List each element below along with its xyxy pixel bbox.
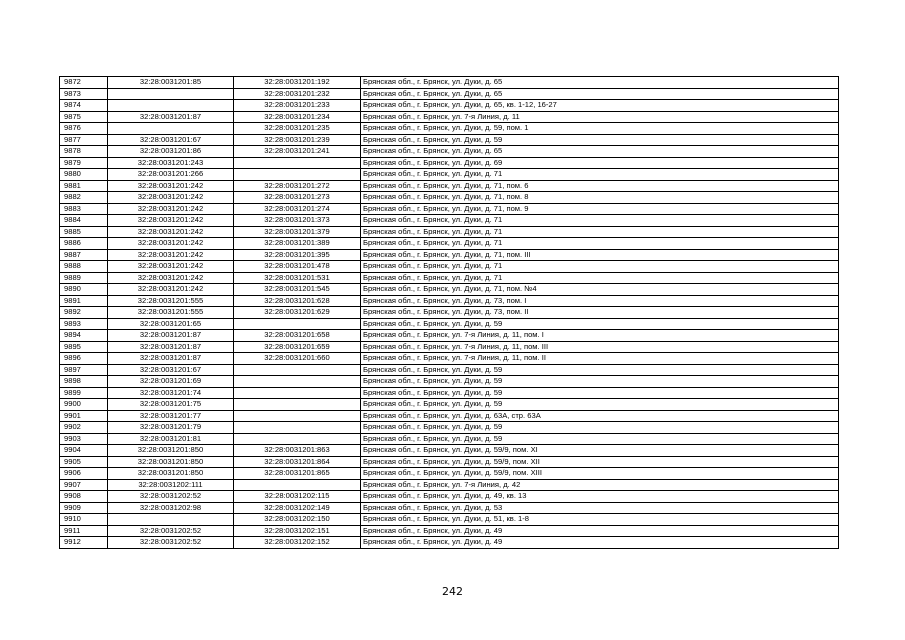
cadastral-number-cell: 32:28:0031201:531 [234,272,361,284]
table-row [60,479,839,491]
cadastral-number-cell [234,387,361,399]
address-cell: Брянская обл., г. Брянск, ул. Дуки, д. 49 [361,525,839,537]
row-number-cell: 9893 [60,318,108,330]
row-number-cell: 9884 [60,215,108,227]
row-number-cell: 9903 [60,433,108,445]
row-number-cell: 9898 [60,376,108,388]
parent-cadastral-number-cell: 32:28:0031201:67 [108,134,234,146]
parent-cadastral-number-cell: 32:28:0031201:242 [108,226,234,238]
table-row [60,146,839,158]
row-number-cell: 9896 [60,353,108,365]
address-cell: Брянская обл., г. Брянск, ул. Дуки, д. 65 [361,146,839,158]
cadastral-number-cell [234,169,361,181]
parent-cadastral-number-cell: 32:28:0031202:111 [108,479,234,491]
address-cell: Брянская обл., г. Брянск, ул. Дуки, д. 49 [361,537,839,549]
parent-cadastral-number-cell: 32:28:0031201:242 [108,249,234,261]
address-cell: Брянская обл., г. Брянск, ул. Дуки, д. 71 [361,215,839,227]
parent-cadastral-number-cell: 32:28:0031201:87 [108,353,234,365]
cadastral-number-cell: 32:28:0031201:863 [234,445,361,457]
parent-cadastral-number-cell: 32:28:0031201:65 [108,318,234,330]
parent-cadastral-number-cell: 32:28:0031201:242 [108,203,234,215]
table-row [60,157,839,169]
cadastral-number-cell: 32:28:0031201:241 [234,146,361,158]
parent-cadastral-number-cell: 32:28:0031201:242 [108,238,234,250]
row-number-cell: 9890 [60,284,108,296]
parent-cadastral-number-cell: 32:28:0031201:850 [108,456,234,468]
row-number-cell: 9888 [60,261,108,273]
row-number-cell: 9879 [60,157,108,169]
row-number-cell: 9911 [60,525,108,537]
table-row [60,399,839,411]
address-cell: Брянская обл., г. Брянск, ул. Дуки, д. 71 [361,238,839,250]
parent-cadastral-number-cell: 32:28:0031201:242 [108,284,234,296]
table-row [60,330,839,342]
address-cell: Брянская обл., г. Брянск, ул. Дуки, д. 59 [361,134,839,146]
cadastral-number-cell: 32:28:0031201:239 [234,134,361,146]
address-cell: Брянская обл., г. Брянск, ул. Дуки, д. 59 [361,399,839,411]
cadastral-number-cell: 32:28:0031201:273 [234,192,361,204]
table-row [60,284,839,296]
table-row [60,77,839,89]
cadastral-number-cell [234,364,361,376]
row-number-cell: 9892 [60,307,108,319]
table-row [60,249,839,261]
cadastral-number-cell: 32:28:0031201:233 [234,100,361,112]
address-cell: Брянская обл., г. Брянск, ул. Дуки, д. 71, пом. III [361,249,839,261]
parent-cadastral-number-cell: 32:28:0031202:98 [108,502,234,514]
cadastral-number-cell: 32:28:0031201:272 [234,180,361,192]
address-cell: Брянская обл., г. Брянск, ул. Дуки, д. 71, пом. 6 [361,180,839,192]
cadastral-number-cell: 32:28:0031201:478 [234,261,361,273]
table-row [60,203,839,215]
table-row [60,456,839,468]
address-cell: Брянская обл., г. Брянск, ул. 7-я Линия, д. 42 [361,479,839,491]
cadastral-number-cell: 32:28:0031201:192 [234,77,361,89]
parent-cadastral-number-cell: 32:28:0031201:87 [108,111,234,123]
table-row [60,514,839,526]
cadastral-number-cell: 32:28:0031201:659 [234,341,361,353]
cadastral-table [59,76,839,549]
address-cell: Брянская обл., г. Брянск, ул. Дуки, д. 59 [361,318,839,330]
row-number-cell: 9912 [60,537,108,549]
cadastral-number-cell: 32:28:0031201:274 [234,203,361,215]
table-row [60,318,839,330]
table-row [60,180,839,192]
cadastral-number-cell: 32:28:0031201:660 [234,353,361,365]
parent-cadastral-number-cell: 32:28:0031202:52 [108,525,234,537]
parent-cadastral-number-cell: 32:28:0031201:77 [108,410,234,422]
address-cell: Брянская обл., г. Брянск, ул. 7-я Линия, д. 11, пом. I [361,330,839,342]
address-cell: Брянская обл., г. Брянск, ул. Дуки, д. 71 [361,169,839,181]
parent-cadastral-number-cell [108,88,234,100]
table-row [60,491,839,503]
row-number-cell: 9894 [60,330,108,342]
cadastral-number-cell [234,410,361,422]
cadastral-number-cell: 32:28:0031201:232 [234,88,361,100]
row-number-cell: 9881 [60,180,108,192]
address-cell: Брянская обл., г. Брянск, ул. 7-я Линия, д. 11, пом. II [361,353,839,365]
cadastral-number-cell: 32:28:0031202:115 [234,491,361,503]
parent-cadastral-number-cell: 32:28:0031201:242 [108,180,234,192]
address-cell: Брянская обл., г. Брянск, ул. Дуки, д. 59/9, пом. XIII [361,468,839,480]
address-cell: Брянская обл., г. Брянск, ул. Дуки, д. 63А, стр. 63А [361,410,839,422]
row-number-cell: 9901 [60,410,108,422]
row-number-cell: 9906 [60,468,108,480]
parent-cadastral-number-cell: 32:28:0031201:242 [108,192,234,204]
parent-cadastral-number-cell: 32:28:0031201:555 [108,307,234,319]
row-number-cell: 9876 [60,123,108,135]
table-row [60,364,839,376]
row-number-cell: 9889 [60,272,108,284]
row-number-cell: 9910 [60,514,108,526]
table-row [60,100,839,112]
parent-cadastral-number-cell: 32:28:0031201:87 [108,341,234,353]
address-cell: Брянская обл., г. Брянск, ул. Дуки, д. 49, кв. 13 [361,491,839,503]
parent-cadastral-number-cell: 32:28:0031201:85 [108,77,234,89]
table-row [60,422,839,434]
table-row [60,134,839,146]
table-row [60,272,839,284]
parent-cadastral-number-cell: 32:28:0031202:52 [108,537,234,549]
cadastral-number-cell [234,376,361,388]
parent-cadastral-number-cell: 32:28:0031201:850 [108,445,234,457]
parent-cadastral-number-cell: 32:28:0031201:242 [108,215,234,227]
table-row [60,307,839,319]
cadastral-number-cell: 32:28:0031201:864 [234,456,361,468]
parent-cadastral-number-cell: 32:28:0031201:81 [108,433,234,445]
parent-cadastral-number-cell: 32:28:0031201:266 [108,169,234,181]
table-row [60,537,839,549]
row-number-cell: 9874 [60,100,108,112]
row-number-cell: 9895 [60,341,108,353]
row-number-cell: 9887 [60,249,108,261]
parent-cadastral-number-cell: 32:28:0031201:75 [108,399,234,411]
row-number-cell: 9905 [60,456,108,468]
address-cell: Брянская обл., г. Брянск, ул. Дуки, д. 59 [361,387,839,399]
row-number-cell: 9875 [60,111,108,123]
cadastral-table-container [59,76,839,549]
parent-cadastral-number-cell: 32:28:0031201:850 [108,468,234,480]
row-number-cell: 9877 [60,134,108,146]
address-cell: Брянская обл., г. Брянск, ул. Дуки, д. 65 [361,88,839,100]
address-cell: Брянская обл., г. Брянск, ул. Дуки, д. 59 [361,376,839,388]
cadastral-number-cell [234,157,361,169]
row-number-cell: 9883 [60,203,108,215]
address-cell: Брянская обл., г. Брянск, ул. Дуки, д. 59 [361,364,839,376]
address-cell: Брянская обл., г. Брянск, ул. Дуки, д. 65 [361,77,839,89]
address-cell: Брянская обл., г. Брянск, ул. Дуки, д. 71 [361,261,839,273]
row-number-cell: 9886 [60,238,108,250]
address-cell: Брянская обл., г. Брянск, ул. Дуки, д. 71, пом. 8 [361,192,839,204]
cadastral-number-cell: 32:28:0031201:545 [234,284,361,296]
address-cell: Брянская обл., г. Брянск, ул. 7-я Линия, д. 11 [361,111,839,123]
cadastral-number-cell: 32:28:0031201:629 [234,307,361,319]
table-row [60,192,839,204]
parent-cadastral-number-cell [108,100,234,112]
parent-cadastral-number-cell: 32:28:0031201:74 [108,387,234,399]
parent-cadastral-number-cell: 32:28:0031201:242 [108,272,234,284]
row-number-cell: 9885 [60,226,108,238]
row-number-cell: 9873 [60,88,108,100]
address-cell: Брянская обл., г. Брянск, ул. Дуки, д. 51, кв. 1-8 [361,514,839,526]
row-number-cell: 9904 [60,445,108,457]
table-row [60,111,839,123]
parent-cadastral-number-cell: 32:28:0031201:67 [108,364,234,376]
table-row [60,226,839,238]
address-cell: Брянская обл., г. Брянск, ул. Дуки, д. 71, пом. 9 [361,203,839,215]
parent-cadastral-number-cell: 32:28:0031201:243 [108,157,234,169]
parent-cadastral-number-cell: 32:28:0031201:86 [108,146,234,158]
row-number-cell: 9908 [60,491,108,503]
row-number-cell: 9900 [60,399,108,411]
parent-cadastral-number-cell: 32:28:0031201:79 [108,422,234,434]
table-row [60,341,839,353]
row-number-cell: 9909 [60,502,108,514]
table-row [60,445,839,457]
address-cell: Брянская обл., г. Брянск, ул. Дуки, д. 71 [361,272,839,284]
parent-cadastral-number-cell [108,514,234,526]
table-row [60,525,839,537]
table-row [60,295,839,307]
page-number: 242 [442,585,463,598]
table-row [60,410,839,422]
cadastral-number-cell: 32:28:0031202:150 [234,514,361,526]
table-row [60,215,839,227]
table-row [60,468,839,480]
parent-cadastral-number-cell: 32:28:0031201:87 [108,330,234,342]
address-cell: Брянская обл., г. Брянск, ул. Дуки, д. 65, кв. 1-12, 16-27 [361,100,839,112]
cadastral-number-cell: 32:28:0031201:379 [234,226,361,238]
row-number-cell: 9872 [60,77,108,89]
cadastral-number-cell: 32:28:0031202:152 [234,537,361,549]
parent-cadastral-number-cell [108,123,234,135]
row-number-cell: 9899 [60,387,108,399]
cadastral-number-cell [234,433,361,445]
address-cell: Брянская обл., г. Брянск, ул. Дуки, д. 73, пом. I [361,295,839,307]
parent-cadastral-number-cell: 32:28:0031201:242 [108,261,234,273]
table-row [60,261,839,273]
cadastral-number-cell [234,318,361,330]
cadastral-number-cell: 32:28:0031201:235 [234,123,361,135]
address-cell: Брянская обл., г. Брянск, ул. Дуки, д. 59 [361,433,839,445]
row-number-cell: 9902 [60,422,108,434]
row-number-cell: 9880 [60,169,108,181]
address-cell: Брянская обл., г. Брянск, ул. Дуки, д. 69 [361,157,839,169]
address-cell: Брянская обл., г. Брянск, ул. Дуки, д. 53 [361,502,839,514]
parent-cadastral-number-cell: 32:28:0031201:555 [108,295,234,307]
table-row [60,502,839,514]
row-number-cell: 9891 [60,295,108,307]
table-row [60,387,839,399]
cadastral-number-cell: 32:28:0031201:865 [234,468,361,480]
address-cell: Брянская обл., г. Брянск, ул. Дуки, д. 59 [361,422,839,434]
parent-cadastral-number-cell: 32:28:0031201:69 [108,376,234,388]
cadastral-number-cell: 32:28:0031201:658 [234,330,361,342]
table-row [60,433,839,445]
table-row [60,169,839,181]
table-row [60,123,839,135]
row-number-cell: 9878 [60,146,108,158]
table-body [60,77,839,549]
cadastral-number-cell: 32:28:0031201:234 [234,111,361,123]
address-cell: Брянская обл., г. Брянск, ул. Дуки, д. 71 [361,226,839,238]
row-number-cell: 9882 [60,192,108,204]
cadastral-number-cell [234,479,361,491]
table-row [60,88,839,100]
table-row [60,353,839,365]
cadastral-number-cell: 32:28:0031202:149 [234,502,361,514]
address-cell: Брянская обл., г. Брянск, ул. Дуки, д. 71, пом. №4 [361,284,839,296]
cadastral-number-cell: 32:28:0031202:151 [234,525,361,537]
address-cell: Брянская обл., г. Брянск, ул. 7-я Линия, д. 11, пом. III [361,341,839,353]
address-cell: Брянская обл., г. Брянск, ул. Дуки, д. 59/9, пом. XII [361,456,839,468]
cadastral-number-cell: 32:28:0031201:628 [234,295,361,307]
address-cell: Брянская обл., г. Брянск, ул. Дуки, д. 59, пом. 1 [361,123,839,135]
cadastral-number-cell [234,399,361,411]
parent-cadastral-number-cell: 32:28:0031202:52 [108,491,234,503]
cadastral-number-cell [234,422,361,434]
address-cell: Брянская обл., г. Брянск, ул. Дуки, д. 59/9, пом. XI [361,445,839,457]
cadastral-number-cell: 32:28:0031201:389 [234,238,361,250]
cadastral-number-cell: 32:28:0031201:373 [234,215,361,227]
cadastral-number-cell: 32:28:0031201:395 [234,249,361,261]
row-number-cell: 9897 [60,364,108,376]
table-row [60,376,839,388]
row-number-cell: 9907 [60,479,108,491]
address-cell: Брянская обл., г. Брянск, ул. Дуки, д. 73, пом. II [361,307,839,319]
table-row [60,238,839,250]
